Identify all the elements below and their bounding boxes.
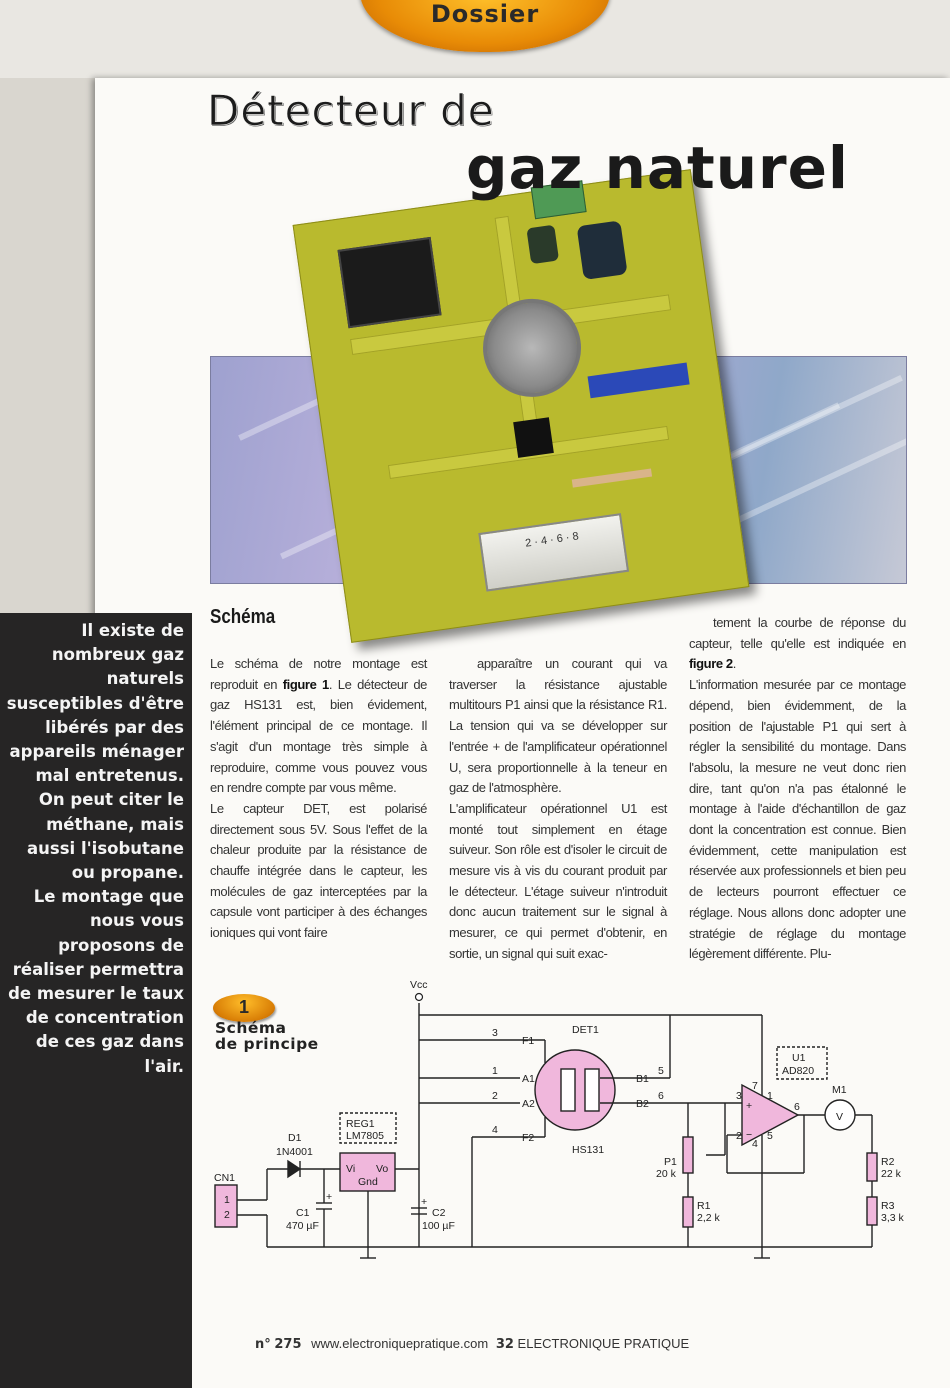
- c2-value: 100 µF: [422, 1220, 455, 1232]
- r2-symbol: [867, 1153, 877, 1181]
- vi-label: Vi: [346, 1163, 356, 1175]
- r3-symbol: [867, 1197, 877, 1225]
- figure-number: 1: [238, 997, 249, 1017]
- paragraph: apparaître un courant qui va traverser la résistance ajustable multitours P1 ainsi que la résistance R1. La tension qui va se développer sur l'entrée + de l'amplificateur opérationnel U, sera proportionnelle à la teneur en gaz de l'atmosphère.: [449, 656, 667, 796]
- diode-symbol: [288, 1161, 300, 1177]
- f1-label: F1: [522, 1035, 535, 1047]
- pcb-photo: [293, 169, 750, 643]
- page-footer: [255, 1336, 689, 1352]
- reg1-label: REG1: [346, 1118, 375, 1130]
- sensor-element-left: [561, 1069, 575, 1111]
- schematic-diagram: [200, 975, 920, 1275]
- hs131-label: HS131: [572, 1144, 605, 1156]
- opamp-pin: 4: [752, 1138, 758, 1150]
- meter-v-label: V: [836, 1111, 844, 1123]
- r1-label: R1: [697, 1200, 711, 1212]
- 1n4001-label: 1N4001: [276, 1146, 313, 1158]
- issue-number: 275: [274, 1337, 302, 1352]
- p1-label: P1: [664, 1156, 677, 1168]
- p1-symbol: [683, 1137, 693, 1173]
- pin-number: 6: [658, 1090, 664, 1102]
- r1-value: 2,2 k: [697, 1212, 720, 1224]
- cn1-pin: 1: [224, 1194, 230, 1206]
- opamp-pin: 6: [794, 1101, 800, 1113]
- trimmer-pot: [588, 363, 690, 399]
- intro-text: Il existe de nombreux gaz naturels susceptibles d'être libérés par des appareils ménager mal entretenus. On peut citer le méthane, mais aussi l'isobutane ou propane. Le montage que nous vous proposons de réaliser permettra de mesurer le taux de concentration de ces gaz dans l'air.: [6, 621, 184, 1076]
- panel-meter: [478, 513, 629, 591]
- gnd-label: Gnd: [358, 1176, 378, 1188]
- opamp-pin: 7: [752, 1080, 758, 1092]
- article-title-line2: gaz naturel: [466, 134, 849, 202]
- r3-label: R3: [881, 1200, 895, 1212]
- pin-number: 2: [492, 1090, 498, 1102]
- vcc-terminal: [416, 994, 423, 1001]
- a2-label: A2: [522, 1098, 535, 1110]
- meter-scale: 2 · 4 · 6 · 8: [524, 530, 580, 550]
- p1-value: 20 k: [656, 1168, 676, 1180]
- a1-label: A1: [522, 1073, 535, 1085]
- heatsink-regulator: [338, 237, 442, 328]
- c2-plus: +: [421, 1196, 428, 1208]
- pin-number: 3: [492, 1027, 498, 1039]
- resistor: [572, 469, 652, 488]
- c1-label: C1: [296, 1207, 310, 1219]
- figure-title-line1: Schéma: [215, 1019, 287, 1037]
- b2-label: B2: [636, 1098, 649, 1110]
- page-number: 32: [495, 1337, 514, 1352]
- pin-number: 4: [492, 1124, 498, 1136]
- figure-title-line2: de principe: [215, 1035, 319, 1053]
- intro-sidebar: [0, 613, 192, 1388]
- magazine-name: ELECTRONIQUE PRATIQUE: [517, 1336, 690, 1351]
- cn1-label: CN1: [214, 1172, 236, 1184]
- sensor-element-right: [585, 1069, 599, 1111]
- ad820-label: AD820: [782, 1065, 815, 1077]
- capacitor-small: [526, 225, 559, 265]
- text-column-2: [449, 654, 667, 965]
- paragraph: L'information mesurée par ce montage dépend, bien évidemment, de la position de l'ajustable P1 qui sert à régler la sensibilité du montage. Dans l'absolu, la mesure ne veut donc rien dire, tant qu'on n'a pas étalonné le montage à l'aide d'échantillon de gaz dont la concentration est connue. Bien évidemment, cette manipulation est réservée aux professionnels et bien peu de lecteurs pourront effectuer ce réglage. Nous allons donc adopter une stratégie de réglage du montage légèrement différente. Plu-: [689, 677, 906, 962]
- c1-plus: +: [326, 1191, 333, 1203]
- paragraph: Le capteur DET, est polarisé directement sous 5V. Sous l'effet de la chaleur produite par la résistance de chauffe intégrée dans le capteur, les molécules de gaz interceptées par la capsule vont participer à des échanges ioniques qui vont faire: [210, 800, 427, 941]
- det1-label: DET1: [572, 1024, 599, 1036]
- pin-number: 5: [658, 1065, 664, 1077]
- r2-value: 22 k: [881, 1168, 901, 1180]
- article-title-line1: Détecteur de: [207, 86, 495, 135]
- opamp-pin: 2: [736, 1130, 742, 1142]
- figure-reference: figure 2: [689, 656, 733, 672]
- pin-number: 1: [492, 1065, 498, 1077]
- r3-value: 3,3 k: [881, 1212, 904, 1224]
- text-column-1: [210, 654, 427, 944]
- paragraph: tement la courbe de réponse du capteur, telle qu'elle est indiquée en figure 2.: [689, 615, 906, 672]
- paragraph: Le schéma de notre montage est reproduit en figure 1. Le détecteur de gaz HS131 est, bien évidement, l'élément principal de ce montage. Il s'agit d'un montage très simple à reproduire, comme vous pouvez vous en rendre compte par vous même.: [210, 656, 427, 796]
- issue-prefix: n°: [255, 1337, 271, 1352]
- f2-label: F2: [522, 1132, 535, 1144]
- r1-symbol: [683, 1197, 693, 1227]
- m1-label: M1: [832, 1084, 847, 1096]
- section-tab-label: Dossier: [430, 0, 540, 28]
- b1-label: B1: [636, 1073, 649, 1085]
- figure-reference: figure 1: [282, 676, 329, 692]
- vo-label: Vo: [376, 1163, 389, 1175]
- c2-label: C2: [432, 1207, 446, 1219]
- opamp-pin: 3: [736, 1090, 742, 1102]
- c1-value: 470 µF: [286, 1220, 319, 1232]
- opamp-plus: +: [746, 1100, 753, 1112]
- website-url: www.electroniquepratique.com: [311, 1336, 489, 1351]
- opamp-pin: 1: [767, 1090, 773, 1102]
- vcc-label: Vcc: [410, 979, 428, 991]
- paragraph: L'amplificateur opérationnel U1 est monté tout simplement en étage suiveur. Son rôle est d'isoler le circuit de mesure vis à vis du courant produit par le détecteur. L'étage suiveur n'introduit donc aucun traitement sur le signal à mesurer, ce qui permet d'obtenir, en sortie, un signal qui suit exac-: [449, 800, 667, 961]
- op-amp-chip: [513, 417, 554, 458]
- r2-label: R2: [881, 1156, 895, 1168]
- section-heading: Schéma: [210, 606, 276, 628]
- text-column-3: [689, 613, 906, 965]
- u1-label: U1: [792, 1052, 806, 1064]
- lm7805-label: LM7805: [346, 1130, 384, 1142]
- d1-label: D1: [288, 1132, 302, 1144]
- opamp-pin: 5: [767, 1130, 773, 1142]
- capacitor: [577, 220, 628, 280]
- cn1-pin: 2: [224, 1209, 230, 1221]
- opamp-minus: −: [746, 1129, 753, 1141]
